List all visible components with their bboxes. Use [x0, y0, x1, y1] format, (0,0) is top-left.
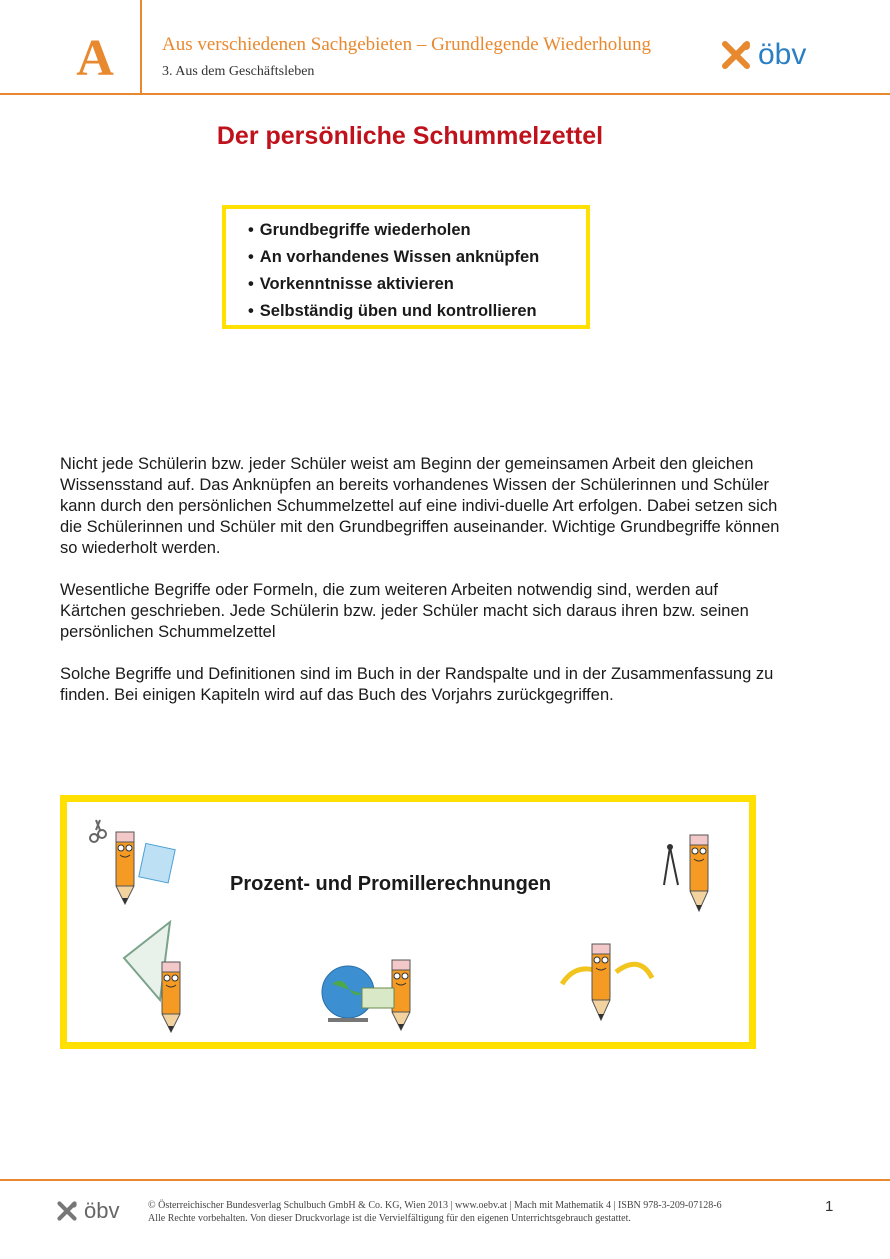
footer-logo-text: öbv	[84, 1198, 120, 1223]
header-subtitle: 3. Aus dem Geschäftsleben	[162, 64, 315, 79]
footer-rule	[0, 1179, 890, 1181]
goal-item: • Vorkenntnisse aktivieren	[248, 271, 586, 298]
page-number: 1	[825, 1198, 834, 1215]
header-divider	[140, 0, 142, 94]
oebv-logo[interactable]	[720, 38, 806, 72]
footer-oebv-logo[interactable]	[56, 1198, 119, 1224]
goal-item: • An vorhandenes Wissen anknüpfen	[248, 244, 586, 271]
header-title: Aus verschiedenen Sachgebieten – Grundlegende Wiederholung	[162, 34, 652, 55]
pencil-triangle-ruler-icon	[120, 918, 210, 1034]
paragraph: Solche Begriffe und Definitionen sind im Buch in der Randspalte und in der Zusammenfassung zu finden. Bei einigen Kapiteln wird auf das Buch des Vorjahrs zurückgegriffen.	[60, 665, 774, 704]
pencil-scissors-icon	[86, 818, 178, 910]
footer-line: © Österreichischer Bundesverlag Schulbuch GmbH & Co. KG, Wien 2013 | www.oebv.at | Mach mit Mathematik 4 | ISBN 978-3-209-07128-6	[148, 1200, 722, 1211]
goals-box	[222, 205, 590, 329]
goals-list	[226, 209, 586, 325]
paragraph: Nicht jede Schülerin bzw. jeder Schüler weist am Beginn der gemeinsamen Arbeit den gleichen Wissensstand auf. Das Anknüpfen an bereits vorhandenes Wissen der Schülerinnen und Schüler kann durch den persönlichen Schummelzettel auf eine indivi-duelle Art erfolgen. Dabei setzen sich die Schülerinnen und Schüler mit den Grundbegriffen auseinander. Wichtige Grundbegriffe können so wiederholt werden.	[60, 455, 780, 557]
paragraph: Wesentliche Begriffe oder Formeln, die zum weiteren Arbeiten notwendig sind, werden auf Kärtchen geschrieben. Jede Schülerin bzw. jeder Schüler macht sich daraus ihren bzw. seinen persönlichen Schummelzettel	[60, 581, 749, 641]
header-rule	[0, 93, 890, 95]
footer-line: Alle Rechte vorbehalten. Von dieser Druckvorlage ist die Vervielfältigung für den eigenen Unterrichtsgebrauch gestattet.	[148, 1213, 631, 1224]
logo-text: öbv	[758, 38, 807, 71]
page-title: Der persönliche Schummelzettel	[216, 122, 604, 150]
goal-item: • Grundbegriffe wiederholen	[248, 217, 586, 244]
pencil-compass-icon	[660, 825, 740, 917]
goal-item: • Selbständig üben und kontrollieren	[248, 298, 586, 325]
pencil-measuring-tape-icon	[556, 934, 660, 1026]
oebv-star-icon	[720, 39, 752, 71]
body-text	[60, 454, 780, 727]
topic-label: Prozent- und Promillerechnungen	[230, 873, 552, 895]
pencil-globe-icon	[318, 948, 430, 1034]
section-letter: A	[76, 30, 114, 87]
oebv-star-icon	[56, 1200, 78, 1222]
footer-copyright	[148, 1199, 722, 1225]
